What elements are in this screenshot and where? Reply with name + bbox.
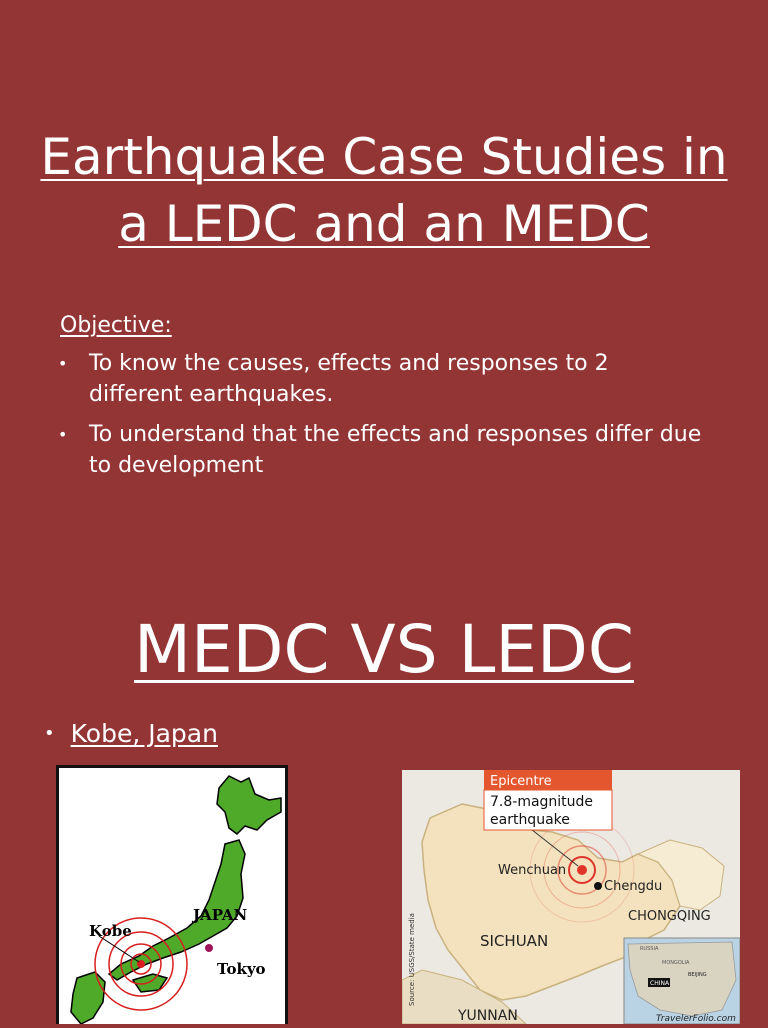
japan-label: JAPAN [193, 906, 248, 924]
section-title: MEDC VS LEDC [134, 611, 634, 688]
sichuan-label: SICHUAN [480, 932, 549, 950]
objective-list [58, 348, 708, 490]
chongqing-label: CHONGQING [628, 909, 711, 924]
bullet-icon: • [58, 425, 68, 444]
callout-line-1: 7.8-magnitude [490, 794, 594, 810]
kobe-label: Kobe [89, 922, 132, 940]
japan-map [56, 765, 288, 1024]
kobe-link[interactable]: Kobe, Japan [70, 719, 218, 748]
list-item [58, 419, 708, 481]
list-item [58, 348, 708, 410]
hokkaido-shape [217, 776, 281, 834]
bullet-text: To understand that the effects and responses differ due to development [89, 422, 702, 478]
bullet-icon: • [58, 354, 68, 373]
list-item [44, 716, 218, 752]
wenchuan-label: Wenchuan [498, 863, 567, 878]
slide-title: Earthquake Case Studies in a LEDC and an MEDC [40, 128, 728, 253]
kyushu-shape [71, 972, 105, 1024]
yunnan-label: YUNNAN [458, 1008, 518, 1024]
source-note: Source: USGS/State media [408, 913, 416, 1006]
japan-map-graphic [59, 768, 285, 1024]
inset-beijing-label: BEIJING [688, 972, 707, 978]
credit-label: TravelerFolio.com [656, 1014, 736, 1024]
tokyo-marker [205, 944, 213, 952]
china-map [402, 770, 740, 1024]
inset-mongolia-label: MONGOLIA [662, 960, 690, 966]
epicentre-header-label: Epicentre [490, 774, 552, 789]
chengdu-marker [594, 882, 602, 890]
inset-russia-label: RUSSIA [640, 946, 659, 952]
callout-line-2: earthquake [490, 812, 570, 828]
epicentre-marker [577, 865, 587, 875]
bullet-text: To know the causes, effects and responses to 2 different earthquakes. [89, 351, 609, 407]
chengdu-label: Chengdu [604, 879, 663, 894]
china-map-graphic [402, 770, 740, 1024]
inset-country-label: CHINA [650, 980, 670, 987]
objective-label: Objective: [60, 313, 172, 338]
shikoku-shape [133, 974, 167, 992]
tokyo-label: Tokyo [217, 960, 266, 978]
bullet-icon: • [44, 723, 55, 744]
